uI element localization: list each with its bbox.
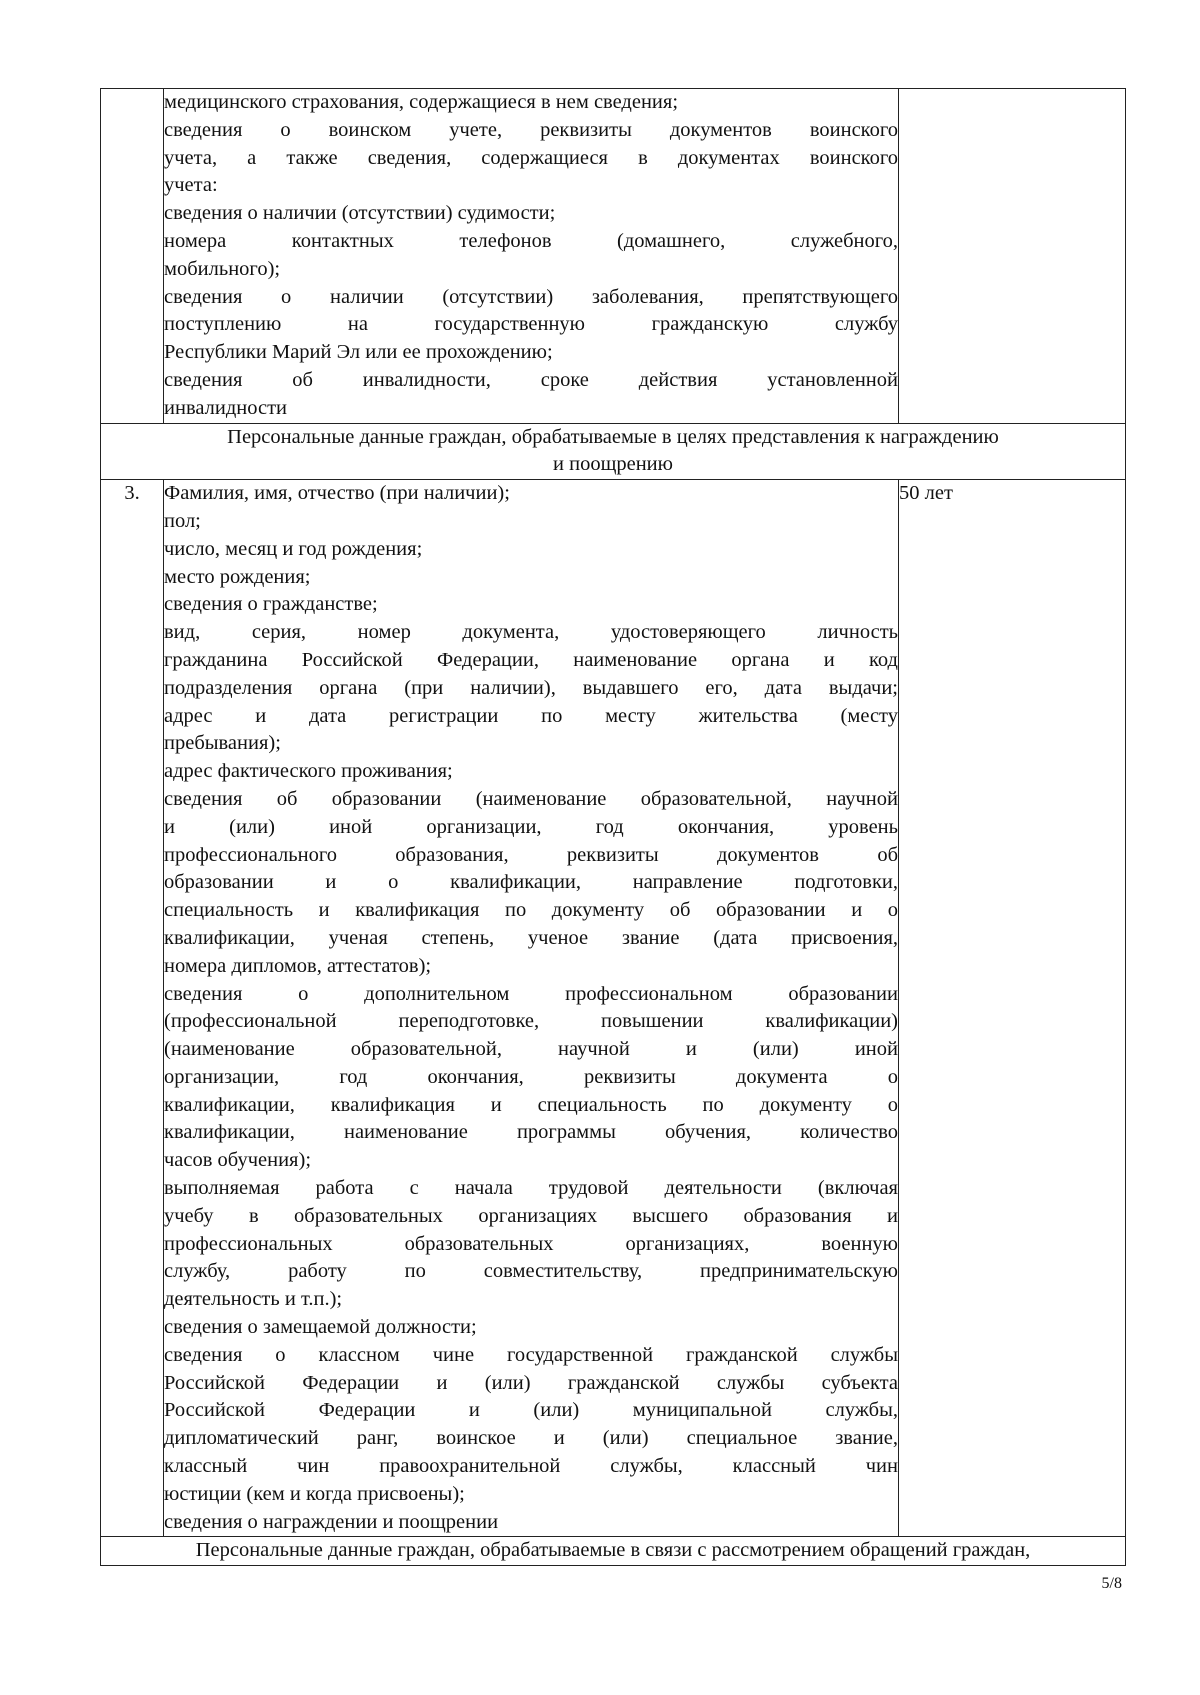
row-number-cell-empty: [101, 89, 164, 424]
row-content-lines: [164, 89, 898, 423]
text-line: и (или) иной организации, год окончания, уровень: [164, 815, 898, 838]
text-line: учета:: [164, 174, 218, 197]
text-line: гражданина Российской Федерации, наименование органа и код: [164, 648, 898, 671]
section-header-line: Персональные данные граждан, обрабатываемые в целях представления к награждению: [227, 425, 999, 448]
text-line: адрес и дата регистрации по месту жительства (месту: [164, 704, 898, 727]
text-line: квалификации, ученая степень, ученое звание (дата присвоения,: [164, 926, 898, 949]
row-term-cell-empty: [899, 89, 1126, 424]
text-line: сведения о дополнительном профессиональном образовании: [164, 982, 898, 1005]
text-line: (профессиональной переподготовке, повышении квалификации): [164, 1010, 898, 1033]
text-line: службу, работу по совместительству, предпринимательскую: [164, 1260, 898, 1283]
row-content-cell: [164, 480, 899, 1537]
text-line: юстиции (кем и когда присвоены);: [164, 1482, 465, 1505]
text-line: деятельность и т.п.);: [164, 1288, 343, 1311]
table-row-3: [101, 480, 1126, 1537]
text-line: инвалидности: [164, 396, 288, 419]
row-number-cell: 3.: [101, 480, 164, 1537]
row-content-cell: [164, 89, 899, 424]
text-line: сведения о награждении и поощрении: [164, 1510, 499, 1533]
section-header-appeals: [101, 1537, 1126, 1566]
text-line: номера контактных телефонов (домашнего, служебного,: [164, 229, 898, 252]
text-line: квалификации, наименование программы обучения, количество: [164, 1121, 898, 1144]
text-line: Российской Федерации и (или) муниципальной службы,: [164, 1399, 898, 1422]
text-line: сведения об инвалидности, сроке действия установленной: [164, 368, 898, 391]
text-line: учебу в образовательных организациях высшего образования и: [164, 1204, 898, 1227]
text-line: профессиональных образовательных организациях, военную: [164, 1232, 898, 1255]
text-line: подразделения органа (при наличии), выдавшего его, дата выдачи;: [164, 676, 898, 699]
text-line: сведения о наличии (отсутствии) заболевания, препятствующего: [164, 285, 898, 308]
page-number: 5/8: [1101, 1575, 1122, 1592]
text-line: классный чин правоохранительной службы, классный чин: [164, 1455, 898, 1478]
row-content-lines: [164, 480, 898, 1536]
text-line: организации, год окончания, реквизиты документа о: [164, 1065, 898, 1088]
table-row-continued: [101, 89, 1126, 424]
text-line: пол;: [164, 509, 201, 532]
text-line: Российской Федерации и (или) гражданской службы субъекта: [164, 1371, 898, 1394]
section-header-line: и поощрению: [553, 453, 673, 476]
text-line: вид, серия, номер документа, удостоверяющего личность: [164, 621, 898, 644]
text-line: учета, а также сведения, содержащиеся в документах воинского: [164, 146, 898, 169]
text-line: медицинского страхования, содержащиеся в нем сведения;: [164, 91, 679, 113]
text-line: Республики Марий Эл или ее прохождению;: [164, 341, 553, 364]
text-line: сведения о наличии (отсутствии) судимости;: [164, 202, 556, 225]
text-line: мобильного);: [164, 257, 281, 280]
text-line: выполняемая работа с начала трудовой деятельности (включая: [164, 1177, 898, 1200]
text-line: поступлению на государственную гражданскую службу: [164, 313, 898, 336]
section-header-line: Персональные данные граждан, обрабатываемые в связи с рассмотрением обращений граждан,: [195, 1539, 1031, 1562]
text-line: адрес фактического проживания;: [164, 760, 453, 783]
text-line: специальность и квалификация по документу об образовании и о: [164, 899, 898, 922]
text-line: сведения об образовании (наименование образовательной, научной: [164, 787, 898, 810]
text-line: сведения о замещаемой должности;: [164, 1316, 477, 1339]
text-line: дипломатический ранг, воинское и (или) специальное звание,: [164, 1427, 898, 1450]
section-header-row-appeals: [101, 1537, 1126, 1566]
text-line: (наименование образовательной, научной и (или) иной: [164, 1038, 898, 1061]
personal-data-table: [100, 88, 1126, 1566]
text-line: пребывания);: [164, 732, 281, 755]
text-line: сведения о классном чине государственной гражданской службы: [164, 1343, 898, 1366]
text-line: сведения о гражданстве;: [164, 593, 378, 616]
text-line: часов обучения);: [164, 1149, 312, 1172]
text-line: квалификации, квалификация и специальность по документу о: [164, 1093, 898, 1116]
text-line: номера дипломов, аттестатов);: [164, 954, 432, 977]
section-header-awards: [101, 423, 1126, 480]
text-line: число, месяц и год рождения;: [164, 537, 423, 560]
text-line: образовании и о квалификации, направление подготовки,: [164, 871, 898, 894]
row-term-cell: 50 лет: [899, 480, 1126, 1537]
text-line: профессионального образования, реквизиты документов об: [164, 843, 898, 866]
text-line: Фамилия, имя, отчество (при наличии);: [164, 482, 510, 505]
text-line: сведения о воинском учете, реквизиты документов воинского: [164, 118, 898, 141]
text-line: место рождения;: [164, 565, 311, 588]
section-header-row-awards: [101, 423, 1126, 480]
